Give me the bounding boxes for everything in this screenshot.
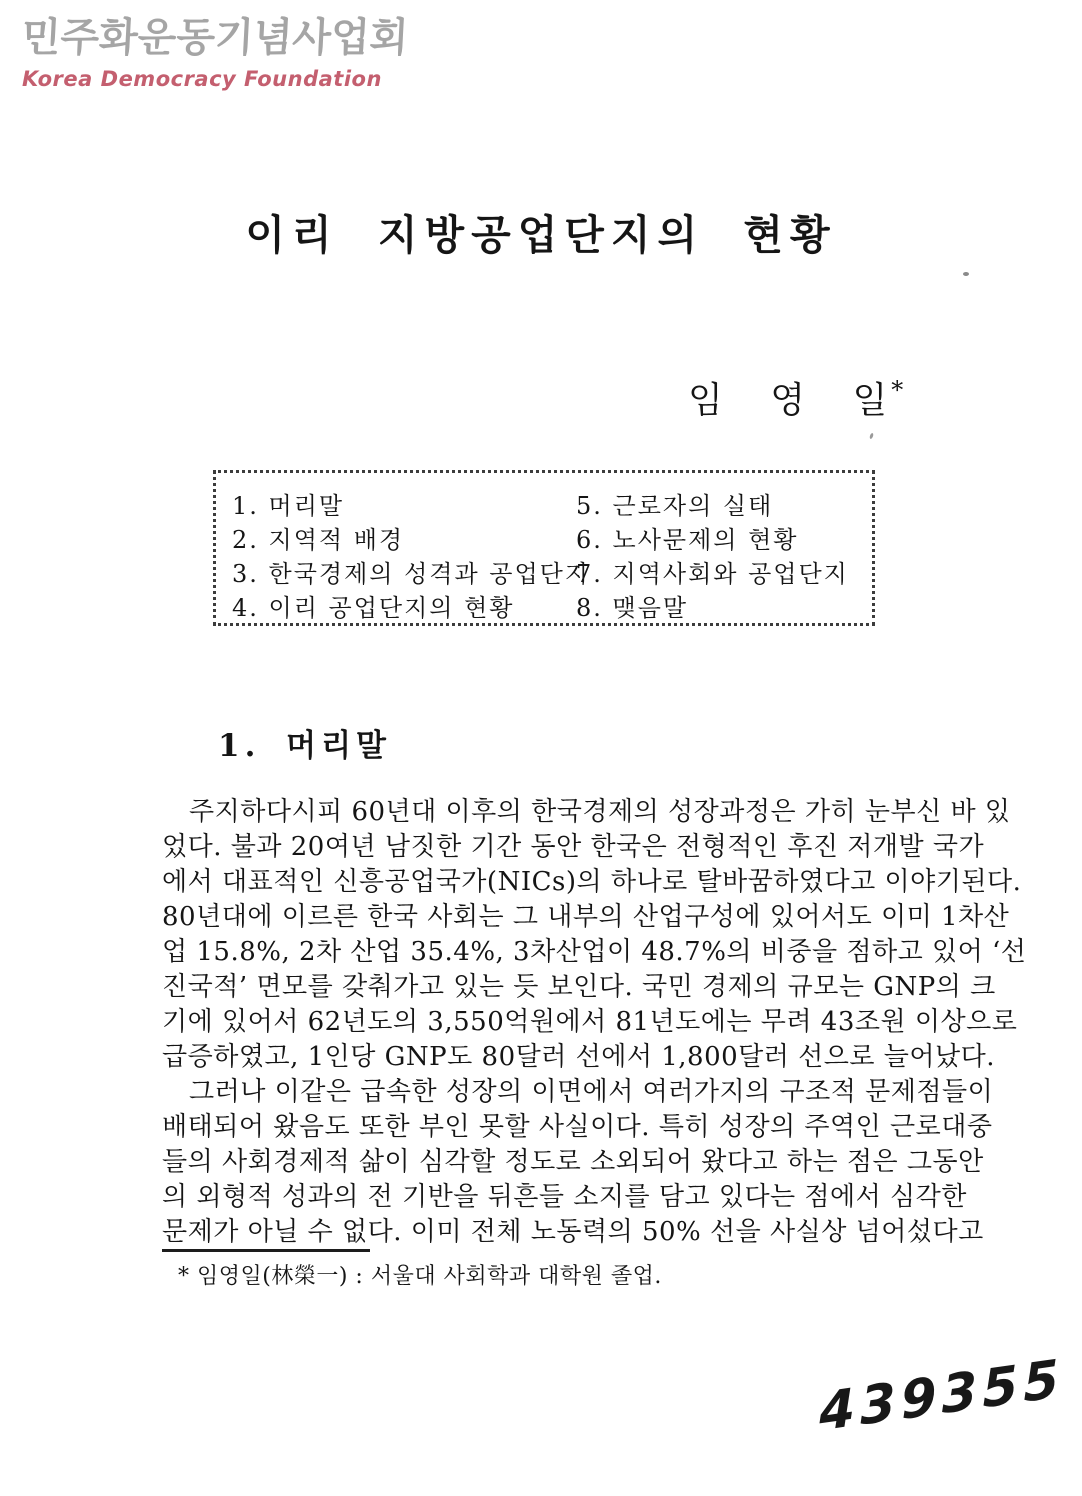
logo [22,6,408,91]
toc-item: 3. 한국경제의 성격과 공업단지 [232,560,590,588]
section-heading: 1. 머리말 [218,728,391,764]
body-line: 급증하였고, 1인당 GNP도 80달러 선에서 1,800달러 선으로 늘어났다. [162,1042,996,1072]
handwritten-page-number: 439355 [818,1348,1065,1444]
body-line: 그러나 이같은 급속한 성장의 이면에서 여러가지의 구조적 문제점들이 [189,1077,994,1107]
body-line: 업 15.8%, 2차 산업 35.4%, 3차산업이 48.7%의 비중을 점하고 있어 ‘선 [162,937,1027,967]
toc-item: 7. 지역사회와 공업단지 [576,560,849,588]
page-title: 이리 지방공업단지의 현황 [245,211,837,259]
toc-item: 4. 이리 공업단지의 현황 [232,594,515,622]
table-of-contents-box [213,470,875,626]
body-line: 주지하다시피 60년대 이후의 한국경제의 성장과정은 가히 눈부신 바 있 [189,797,1011,827]
toc-item: 6. 노사문제의 현황 [576,526,799,554]
body-line: 에서 대표적인 신흥공업국가(NICs)의 하나로 탈바꿈하였다고 이야기된다. [162,867,1022,897]
scan-speck [963,272,969,276]
footnote-divider [162,1249,370,1252]
toc-right-column [576,489,872,625]
body-line: 들의 사회경제적 삶이 심각할 정도로 소외되어 왔다고 하는 점은 그동안 [162,1147,984,1177]
body-line: 의 외형적 성과의 전 기반을 뒤흔들 소지를 담고 있다는 점에서 심각한 [162,1182,967,1212]
author-line [688,372,903,423]
body-line: 기에 있어서 62년도의 3,550억원에서 81년도에는 무려 43조원 이상으로 [162,1007,1018,1037]
toc-item: 1. 머리말 [232,492,345,520]
logo-english-text: Korea Democracy Foundation [22,67,382,91]
author-name: 임 영 일 [688,380,889,421]
body-line: 진국적’ 면모를 갖춰가고 있는 듯 보인다. 국민 경제의 규모는 GNP의 크 [162,972,996,1002]
body-line: 배태되어 왔음도 또한 부인 못할 사실이다. 특히 성장의 주역인 근로대중 [162,1112,993,1142]
toc-item: 5. 근로자의 실태 [576,492,774,520]
body-line: 었다. 불과 20여년 남짓한 기간 동안 한국은 전형적인 후진 저개발 국가 [162,832,985,862]
toc-item: 8. 맺음말 [576,594,689,622]
footnote-text: * 임영일(林榮一) : 서울대 사회학과 대학원 졸업. [178,1264,662,1289]
body-line: 문제가 아닐 수 없다. 이미 전체 노동력의 50% 선을 사실상 넘어섰다고 [162,1217,984,1247]
body-text [162,795,1027,1250]
scan-speck [869,433,874,440]
body-line: 80년대에 이르른 한국 사회는 그 내부의 산업구성에 있어서도 이미 1차산 [162,902,1010,932]
toc-item: 2. 지역적 배경 [232,526,405,554]
author-footnote-mark: * [891,376,904,404]
logo-korean-text: 민주화운동기념사업회 [20,15,410,61]
toc-left-column [232,489,590,625]
